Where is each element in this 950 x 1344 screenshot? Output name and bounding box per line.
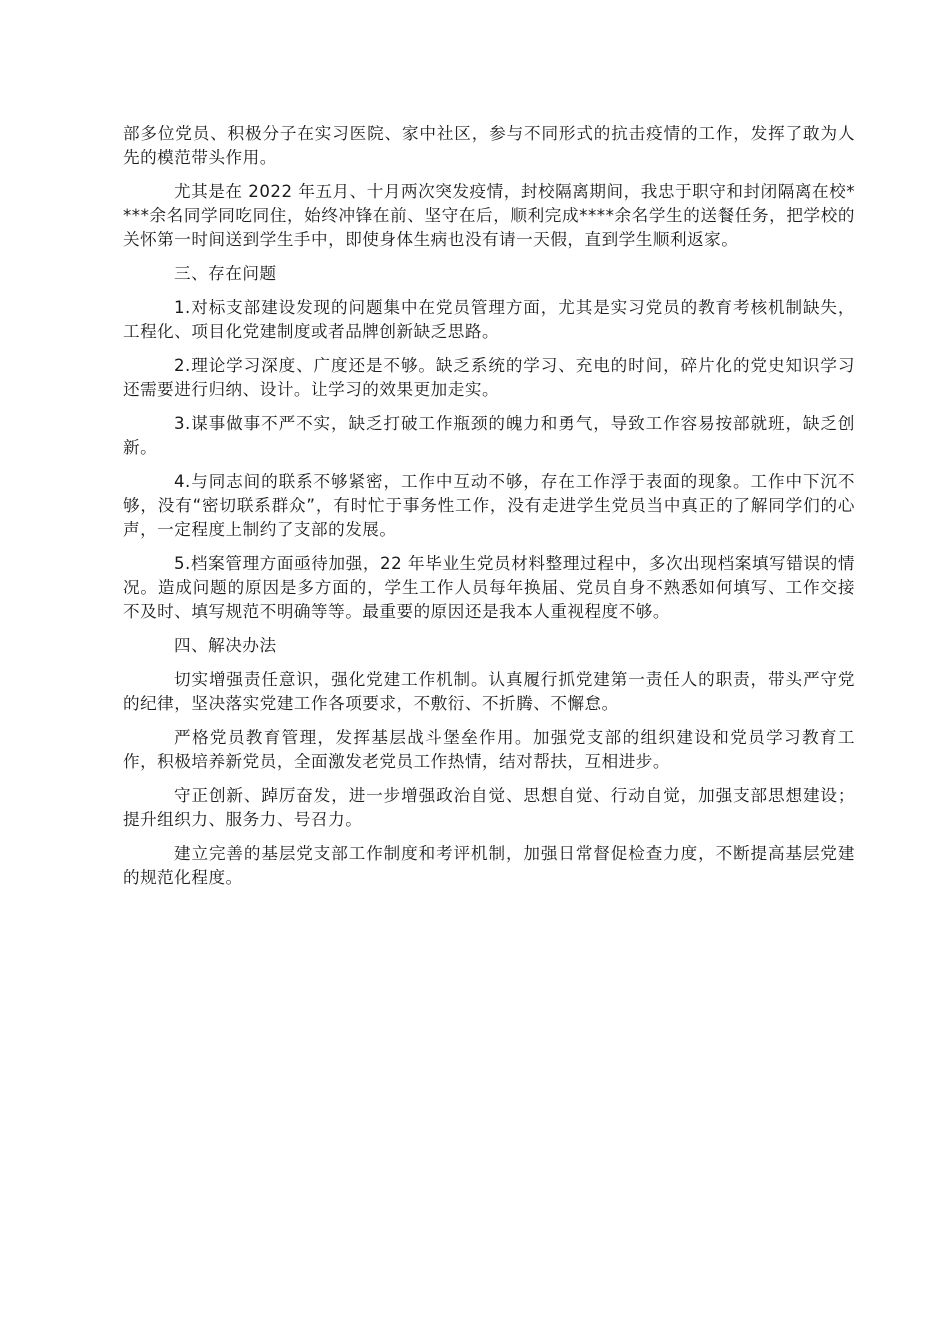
paragraph-continuation: 部多位党员、积极分子在实习医院、家中社区，参与不同形式的抗击疫情的工作，发挥了敢为人先的模范带头作用。 — [123, 124, 855, 167]
solution-item-4: 建立完善的基层党支部工作制度和考评机制，加强日常督促检查力度，不断提高基层党建的规范化程度。 — [123, 844, 855, 887]
paragraph-epidemic-duty: 尤其是在 2022 年五月、十月两次突发疫情，封校隔离期间，我忠于职守和封闭隔离在校****余名同学同吃同住，始终冲锋在前、坚守在后，顺利完成****余名学生的送餐任务，把学校的关怀第一时间送到学生手中，即使身体生病也没有请一天假，直到学生顺利返家。 — [123, 182, 855, 249]
problem-item-1: 1.对标支部建设发现的问题集中在党员管理方面，尤其是实习党员的教育考核机制缺失，工程化、项目化党建制度或者品牌创新缺乏思路。 — [123, 298, 855, 341]
problem-item-2: 2.理论学习深度、广度还是不够。缺乏系统的学习、充电的时间，碎片化的党史知识学习还需要进行归纳、设计。让学习的效果更加走实。 — [123, 356, 855, 399]
problem-item-5: 5.档案管理方面亟待加强，22 年毕业生党员材料整理过程中，多次出现档案填写错误的情况。造成问题的原因是多方面的，学生工作人员每年换届、党员自身不熟悉如何填写、工作交接不及时、填写规范不明确等等。最重要的原因还是我本人重视程度不够。 — [123, 554, 855, 621]
solution-item-2: 严格党员教育管理，发挥基层战斗堡垒作用。加强党支部的组织建设和党员学习教育工作，积极培养新党员，全面激发老党员工作热情，结对帮扶，互相进步。 — [123, 728, 855, 771]
section-heading-solutions: 四、解决办法 — [174, 636, 277, 655]
document-page — [123, 122, 855, 900]
section-heading-problems: 三、存在问题 — [174, 264, 277, 283]
problem-item-4: 4.与同志间的联系不够紧密，工作中互动不够，存在工作浮于表面的现象。工作中下沉不够，没有“密切联系群众”，有时忙于事务性工作，没有走进学生党员当中真正的了解同学们的心声，一定程度上制约了支部的发展。 — [123, 472, 855, 539]
problem-item-3: 3.谋事做事不严不实，缺乏打破工作瓶颈的魄力和勇气，导致工作容易按部就班，缺乏创新。 — [123, 414, 855, 457]
solution-item-1: 切实增强责任意识，强化党建工作机制。认真履行抓党建第一责任人的职责，带头严守党的纪律，坚决落实党建工作各项要求，不敷衍、不折腾、不懈怠。 — [123, 670, 855, 713]
solution-item-3: 守正创新、踔厉奋发，进一步增强政治自觉、思想自觉、行动自觉，加强支部思想建设；提升组织力、服务力、号召力。 — [123, 786, 855, 829]
